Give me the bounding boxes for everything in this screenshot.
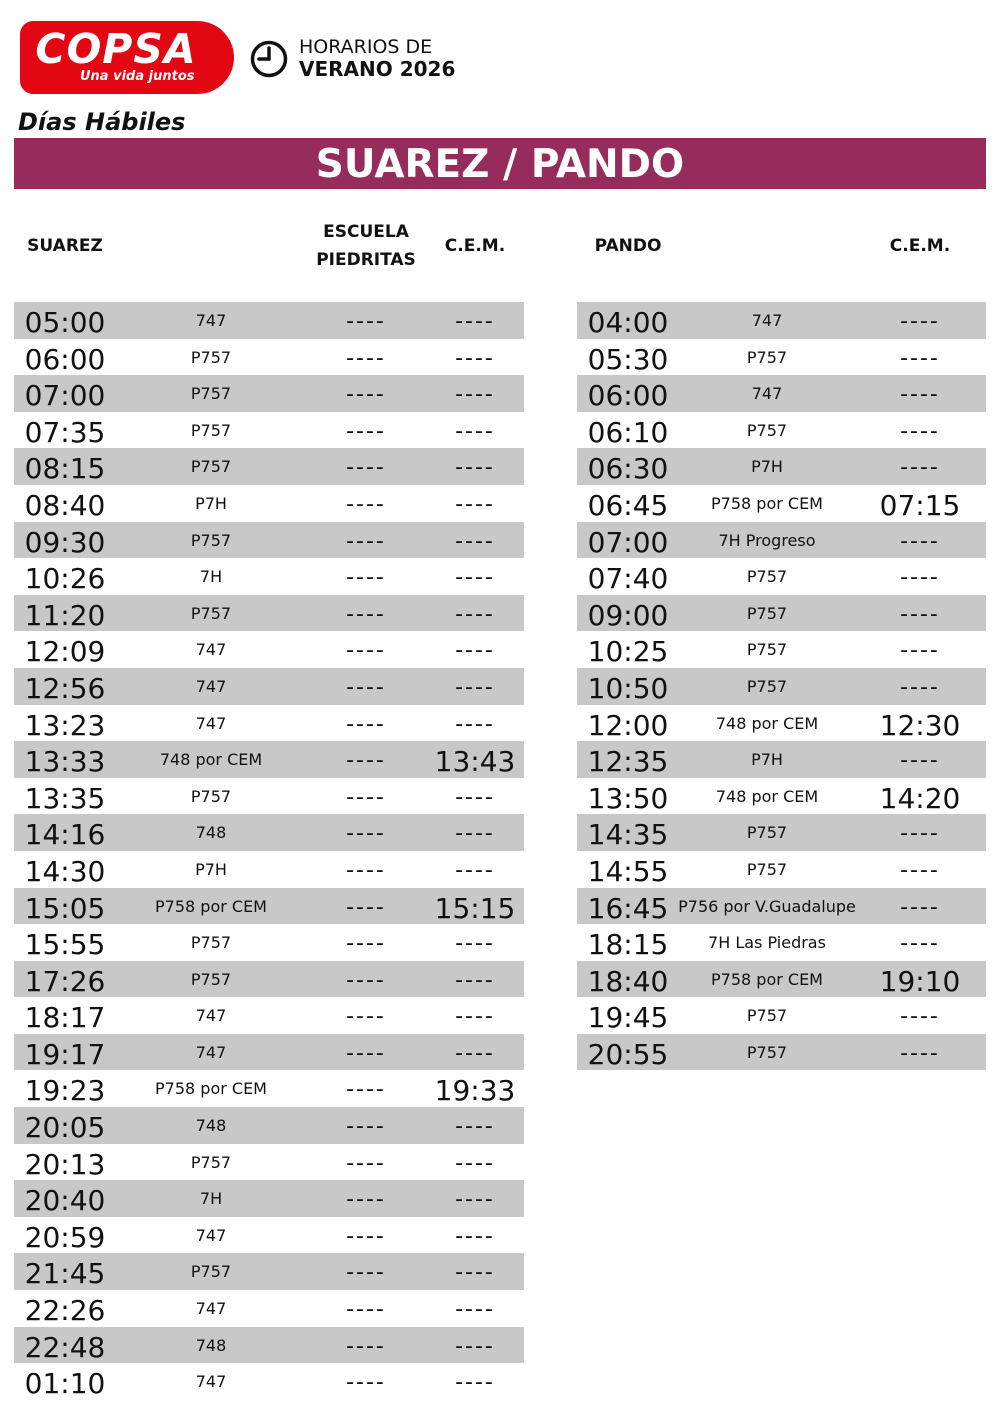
departure-time: 20:13 [24,1147,106,1181]
table-row [14,375,524,412]
cem-time: ---- [455,1114,495,1140]
pando-schedule-table [577,302,986,1070]
cem-time: ---- [900,455,940,481]
departure-time: 07:00 [24,379,106,413]
route-code: P757 [746,823,788,843]
route-code: P7H [751,457,783,477]
cem-time: ---- [455,1370,495,1396]
escuela-piedritas-time: ---- [346,821,386,847]
departure-time: 18:15 [587,928,669,962]
route-code: P757 [190,1152,232,1172]
route-code: P757 [190,347,232,367]
departure-time: 18:17 [24,1001,106,1035]
table-row [14,778,524,815]
brand-name: COPSA [35,25,197,73]
table-row [14,1217,524,1254]
route-code: P757 [190,530,232,550]
cem-time: ---- [900,309,940,334]
cem-time: ---- [455,418,495,444]
escuela-piedritas-time: ---- [346,601,386,627]
escuela-piedritas-time: ---- [346,528,386,554]
table-row [14,339,524,376]
cem-time: 19:10 [879,964,961,998]
route-code: 747 [195,1372,227,1392]
header-pando: PANDO [594,236,662,256]
cem-time: ---- [455,931,495,957]
header-escuela-piedritas [306,218,426,274]
header-cem-right: C.E.M. [889,236,951,256]
cem-time: ---- [900,1004,940,1030]
cem-time: 15:15 [434,891,516,925]
cem-time: ---- [455,455,495,481]
table-row [577,778,986,815]
cem-time: ---- [455,309,495,334]
route-code: 7H [199,567,223,587]
table-row [577,339,986,376]
cem-time: ---- [455,491,495,517]
table-row [577,741,986,778]
route-code: P757 [190,933,232,953]
route-code: 747 [195,1299,227,1319]
route-code: P757 [190,786,232,806]
cem-time: ---- [455,638,495,664]
route-code: P7H [195,493,227,513]
table-row [577,1034,986,1071]
route-code: 747 [195,640,227,660]
route-code: P7H [751,750,783,770]
table-row [14,1363,524,1400]
cem-time: ---- [455,528,495,554]
cem-time: ---- [455,1150,495,1176]
table-row [577,412,986,449]
departure-time: 14:55 [587,854,669,888]
header-cem-left: C.E.M. [444,236,506,256]
departure-time: 13:33 [24,745,106,779]
clock-icon [250,40,288,78]
route-code: P757 [746,420,788,440]
table-row [14,814,524,851]
route-code: P757 [746,603,788,623]
route-title-banner: SUAREZ / PANDO [14,138,986,189]
escuela-piedritas-time: ---- [346,382,386,408]
departure-time: 20:40 [24,1184,106,1218]
escuela-piedritas-time: ---- [346,931,386,957]
route-code: 748 [195,823,227,843]
escuela-piedritas-time: ---- [346,1187,386,1213]
route-code: 748 [195,1116,227,1136]
departure-time: 12:00 [587,708,669,742]
cem-time: 13:43 [434,745,516,779]
departure-time: 15:05 [24,891,106,925]
day-type-label: Días Hábiles [18,108,186,136]
table-row [14,558,524,595]
route-code: 748 por CEM [159,750,263,770]
table-row [14,888,524,925]
cem-time: ---- [455,821,495,847]
table-row [14,1070,524,1107]
departure-time: 06:00 [587,379,669,413]
cem-time: ---- [455,711,495,737]
departure-time: 06:10 [587,415,669,449]
cem-time: 07:15 [879,488,961,522]
route-code: P757 [746,347,788,367]
route-code: P757 [746,1006,788,1026]
escuela-piedritas-time: ---- [346,857,386,883]
route-code: 747 [751,384,783,404]
escuela-piedritas-time: ---- [346,894,386,920]
departure-time: 08:40 [24,488,106,522]
table-row [14,1107,524,1144]
route-code: P757 [190,603,232,623]
escuela-piedritas-time: ---- [346,418,386,444]
route-code: 747 [195,1006,227,1026]
cem-time: ---- [900,1040,940,1066]
table-row [14,448,524,485]
escuela-piedritas-time: ---- [346,345,386,371]
cem-time: 19:33 [434,1074,516,1108]
route-code: P758 por CEM [155,896,267,916]
cem-time: ---- [455,1004,495,1030]
route-code: P758 por CEM [711,969,823,989]
table-row [14,1327,524,1364]
escuela-piedritas-time: ---- [346,455,386,481]
table-row [577,558,986,595]
suarez-schedule-table [14,302,524,1400]
table-row [14,851,524,888]
cem-time: ---- [455,1297,495,1323]
table-row [577,302,986,339]
cem-time: ---- [900,565,940,591]
departure-time: 05:00 [24,306,106,339]
table-row [14,522,524,559]
table-row [577,375,986,412]
route-code: 747 [195,713,227,733]
cem-time: ---- [455,1260,495,1286]
route-code: 747 [195,676,227,696]
table-row [14,1144,524,1181]
cem-time: ---- [900,931,940,957]
departure-time: 19:45 [587,1001,669,1035]
table-row [14,1253,524,1290]
table-row [577,448,986,485]
departure-time: 12:35 [587,745,669,779]
departure-time: 20:55 [587,1037,669,1071]
departure-time: 10:26 [24,562,106,596]
departure-time: 19:17 [24,1037,106,1071]
cem-time: ---- [455,967,495,993]
departure-time: 09:30 [24,525,106,559]
escuela-piedritas-time: ---- [346,1370,386,1396]
route-code: P757 [190,1262,232,1282]
departure-time: 01:10 [24,1367,106,1401]
departure-time: 13:35 [24,781,106,815]
table-row [577,705,986,742]
escuela-piedritas-time: ---- [346,1333,386,1359]
departure-time: 08:15 [24,452,106,486]
escuela-piedritas-time: ---- [346,638,386,664]
table-row [14,997,524,1034]
cem-time: ---- [455,565,495,591]
cem-time: ---- [900,601,940,627]
departure-time: 18:40 [587,964,669,998]
escuela-piedritas-time: ---- [346,1114,386,1140]
escuela-piedritas-time: ---- [346,1040,386,1066]
table-row [14,1180,524,1217]
copsa-logo [20,21,234,94]
route-code: P757 [746,676,788,696]
route-code: 7H Las Piedras [708,933,826,953]
escuela-piedritas-time: ---- [346,748,386,774]
season-line-2: VERANO 2026 [299,57,456,81]
table-row [14,485,524,522]
escuela-piedritas-time: ---- [346,674,386,700]
season-line-1: HORARIOS DE [299,36,433,58]
departure-time: 10:25 [587,635,669,669]
route-code: 7H Progreso [718,530,816,550]
table-row [14,961,524,998]
departure-time: 22:26 [24,1294,106,1328]
route-code: P757 [746,859,788,879]
departure-time: 14:16 [24,818,106,852]
departure-time: 05:30 [587,342,669,376]
escuela-piedritas-time: ---- [346,1223,386,1249]
route-code: P758 por CEM [155,1079,267,1099]
cem-time: ---- [900,748,940,774]
escuela-piedritas-time: ---- [346,784,386,810]
escuela-piedritas-time: ---- [346,967,386,993]
route-code: 7H [199,1189,223,1209]
cem-time: 14:20 [879,781,961,815]
cem-time: ---- [455,1223,495,1249]
table-row [14,595,524,632]
route-code: P757 [190,420,232,440]
route-code: 747 [195,311,227,330]
departure-time: 19:23 [24,1074,106,1108]
departure-time: 11:20 [24,598,106,632]
departure-time: 09:00 [587,598,669,632]
route-code: P757 [190,457,232,477]
cem-time: ---- [900,894,940,920]
departure-time: 06:30 [587,452,669,486]
cem-time: ---- [455,601,495,627]
cem-time: ---- [455,784,495,810]
departure-time: 20:05 [24,1111,106,1145]
table-row [577,631,986,668]
table-row [14,1290,524,1327]
route-code: P7H [195,859,227,879]
escuela-piedritas-time: ---- [346,1150,386,1176]
departure-time: 20:59 [24,1220,106,1254]
route-code: 748 por CEM [715,713,819,733]
route-code: P757 [190,969,232,989]
header-escuela-line-1: ESCUELA [323,222,409,242]
cem-time: ---- [900,382,940,408]
season-label [299,36,455,80]
departure-time: 15:55 [24,928,106,962]
cem-time: ---- [455,857,495,883]
departure-time: 21:45 [24,1257,106,1291]
route-code: P758 por CEM [711,493,823,513]
route-code: P757 [190,384,232,404]
table-row [14,302,524,339]
escuela-piedritas-time: ---- [346,565,386,591]
route-code: P757 [746,567,788,587]
cem-time: ---- [900,345,940,371]
departure-time: 14:30 [24,854,106,888]
departure-time: 04:00 [587,306,669,339]
cem-time: ---- [455,345,495,371]
route-code: 748 por CEM [715,786,819,806]
table-row [577,997,986,1034]
departure-time: 06:45 [587,488,669,522]
escuela-piedritas-time: ---- [346,711,386,737]
escuela-piedritas-time: ---- [346,1260,386,1286]
departure-time: 10:50 [587,671,669,705]
cem-time: ---- [455,382,495,408]
escuela-piedritas-time: ---- [346,1297,386,1323]
route-code: P756 por V.Guadalupe [678,896,856,916]
cem-time: ---- [900,418,940,444]
cem-time: ---- [455,674,495,700]
cem-time: ---- [900,528,940,554]
header-escuela-line-2: PIEDRITAS [316,250,416,270]
table-row [577,851,986,888]
departure-time: 22:48 [24,1330,106,1364]
cem-time: ---- [900,674,940,700]
table-row [577,888,986,925]
header-suarez: SUAREZ [27,236,103,256]
table-row [14,631,524,668]
cem-time: ---- [900,638,940,664]
table-row [577,522,986,559]
table-row [14,705,524,742]
departure-time: 16:45 [587,891,669,925]
table-row [14,668,524,705]
escuela-piedritas-time: ---- [346,491,386,517]
table-row [577,485,986,522]
escuela-piedritas-time: ---- [346,309,386,334]
departure-time: 07:35 [24,415,106,449]
cem-time: ---- [900,857,940,883]
table-row [14,412,524,449]
route-code: P757 [746,640,788,660]
table-row [577,814,986,851]
table-row [14,924,524,961]
cem-time: ---- [900,821,940,847]
route-code: 747 [195,1225,227,1245]
table-row [14,741,524,778]
brand-tagline: Una vida juntos [80,69,195,84]
departure-time: 07:00 [587,525,669,559]
departure-time: 13:50 [587,781,669,815]
departure-time: 06:00 [24,342,106,376]
departure-time: 14:35 [587,818,669,852]
departure-time: 13:23 [24,708,106,742]
route-code: 747 [751,311,783,330]
cem-time: ---- [455,1187,495,1213]
table-row [577,668,986,705]
table-row [14,1034,524,1071]
escuela-piedritas-time: ---- [346,1077,386,1103]
route-code: 748 [195,1335,227,1355]
cem-time: ---- [455,1040,495,1066]
departure-time: 12:56 [24,671,106,705]
cem-time: 12:30 [879,708,961,742]
escuela-piedritas-time: ---- [346,1004,386,1030]
table-row [577,924,986,961]
departure-time: 07:40 [587,562,669,596]
table-row [577,595,986,632]
route-code: P757 [746,1042,788,1062]
cem-time: ---- [455,1333,495,1359]
table-row [577,961,986,998]
departure-time: 12:09 [24,635,106,669]
departure-time: 17:26 [24,964,106,998]
route-code: 747 [195,1042,227,1062]
